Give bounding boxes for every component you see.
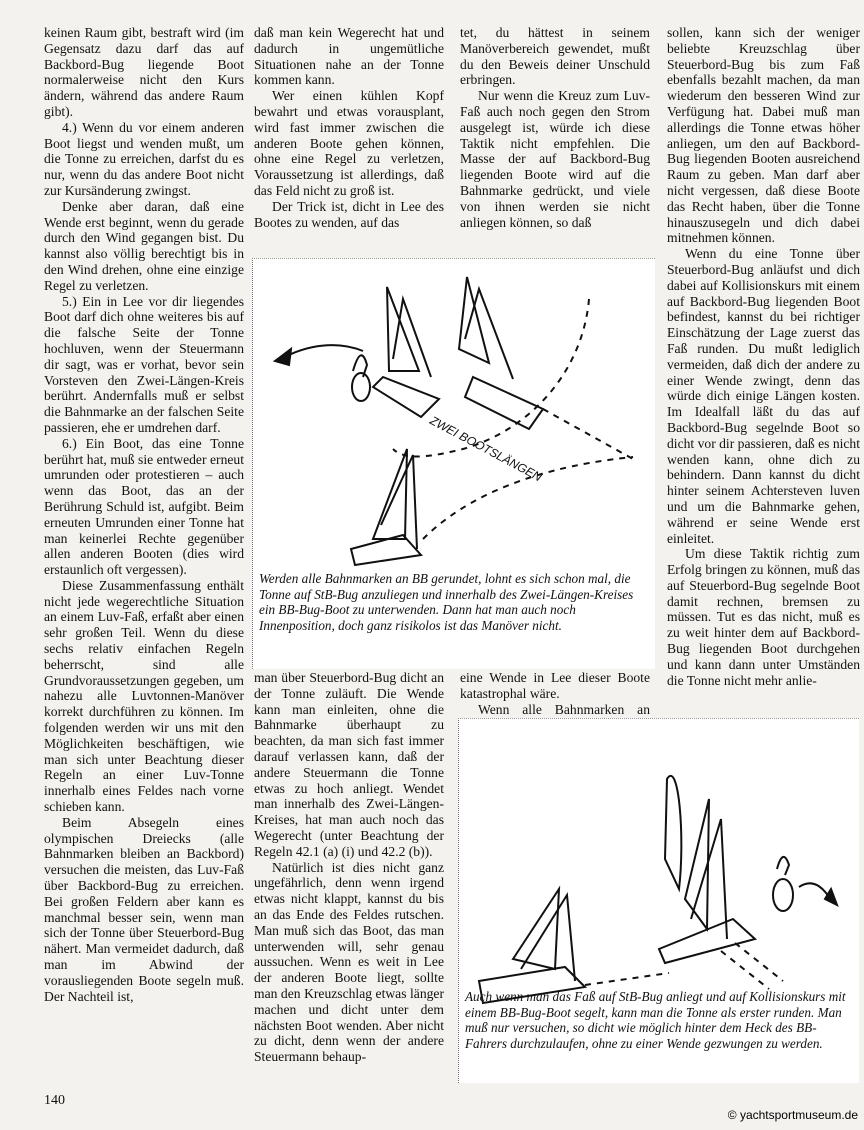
paragraph: 5.) Ein in Lee vor dir liegendes Boot darf dich ohne weiteres bis auf die falsche Seite der Tonne hochluven, wenn der Steuermann dir sagt, was er vorhat, bevor sein Vorsteven den Zwei-Längen-Kreis berührt. Andernfalls muß er selbst die Bahnmarke an der falschen Seite passieren, ehe er umdrehen darf. [44, 293, 244, 435]
figure-caption: Auch wenn man das Faß auf StB-Bug anliegt und auf Kollisionskurs mit einem BB-Bug-Boot segelt, kann man die Tonne als erster runden. Man muß nur versuchen, so dicht wie möglich hinter dem Heck des BB-Fahrers durchzulaufen, ohne zu einer Wende gezwungen zu werden. [465, 989, 846, 1051]
two-lengths-label: ZWEI BOOTSLÄNGEN [427, 413, 545, 485]
paragraph: keinen Raum gibt, bestraft wird (im Gegensatz dazu darf das auf Backbord-Bug liegende Boot normalerweise nicht den Kurs ändern, während das andere Raum gibt). [44, 25, 244, 119]
watermark: © yachtsportmuseum.de [727, 1108, 858, 1122]
course-line [735, 943, 783, 981]
course-line [585, 973, 669, 985]
figure-rounding-starboard [458, 718, 859, 1083]
sail-jib [393, 299, 431, 377]
hull [351, 535, 421, 565]
sail-main [373, 449, 407, 539]
sail-main [685, 799, 709, 929]
paragraph: 4.) Wenn du vor einem anderen Boot liegst und wenden mußt, um die Tonne zu erreichen, darfst du es nur, wenn du das andere Boot nicht zur Kursänderung zwingst. [44, 119, 244, 198]
text-column-2-top [254, 25, 444, 230]
paragraph: Wenn alle Bahnmarken an [478, 701, 650, 717]
arrow-head-icon [825, 889, 837, 905]
paragraph: Nur wenn die Kreuz zum Luv-Faß auch noch gegen den Strom ausgelegt ist, würde ich diese Taktik nicht empfehlen. Die Masse der auf Backbord-Bug liegenden Boote wird auf die Bahnmarke gedrückt, und viele von ihnen werden sie nicht anliegen können, so daß [460, 88, 650, 230]
paragraph: Der Trick ist, dicht in Lee des Bootes zu wenden, auf das [254, 198, 444, 230]
paragraph: Denke aber daran, daß eine Wende erst beginnt, wenn du gerade durch den Wind gegangen bist. Du kannst also völlig berechtigt bis in den Wind drehen, ohne eine einzige Regel zu verletzen. [44, 198, 244, 293]
buoy-icon [352, 373, 370, 401]
paragraph: Beim Absegeln eines olympischen Dreiecks (alle Bahnmarken bleiben an Backbord) versuchen die meisten, das Luv-Faß über Backbord-Bug zu erreichen. Bei großen Feldern aber kann es manchmal besser sein, wenn man sich der Tonne über Steuerbord-Bug nähert. Man vermeidet dadurch, daß man im Abwind der vorausliegenden Boote segeln muß. Der Nachteil ist, [44, 814, 244, 1004]
paragraph: Wer einen kühlen Kopf bewahrt und etwas vorausplant, wird fast immer zwischen die anderen Boote gehen können, ohne eine Regel zu verletzen, Voraussetzung ist allerdings, daß das Feld nicht zu groß ist. [254, 88, 444, 198]
paragraph: sollen, kann sich der weniger beliebte Kreuzschlag über Steuerbord-Bug bis zum Faß ebenfalls bezahlt machen, da man wiederum den besseren Wind zur Verfügung hat. Dabei muß man allerdings die Tonne etwas höher anliegen, um den auf Backbord-Bug liegenden Booten ausreichend Raum zu geben. Man darf aber nicht vergessen, daß diese Boote das Recht haben, über die Tonne hinauszusegeln und dich dabei mitnehmen können. [667, 25, 860, 246]
sail-main [459, 277, 489, 363]
paragraph: Um diese Taktik richtig zum Erfolg bringen zu können, muß das auf Steuerbord-Bug segelnde Boot damit rechnen, bremsen zu müssen. Tut es das nicht, muß es zu weit hinter dem auf Backbord-Bug liegenden Boot durchgehen und kann dann unter Umständen die Tonne nicht mehr anlie- [667, 546, 860, 688]
course-line [543, 409, 633, 459]
page-number: 140 [44, 1093, 65, 1108]
text-column-3-top [460, 25, 650, 230]
text-column-2-bottom [254, 670, 444, 1065]
arrow-head-icon [275, 349, 291, 365]
text-column-4-top [667, 25, 860, 688]
text-column-1 [44, 25, 244, 1004]
hull [373, 377, 439, 417]
paragraph: daß man kein Wegerecht hat und dadurch in ungemütliche Situationen nahe an der Tonne kommen kann. [254, 25, 444, 88]
paragraph: 6.) Ein Boot, das eine Tonne berührt hat, muß sie entweder erneut umrunden oder protestieren – auch wenn das Boot, das an der Berührung Schuld ist, aufgibt. Beim erneuten Umrunden einer Tonne hat man keinerlei Rechte gegenüber allen anderen Booten (dies wird erstaunlich oft vergessen). [44, 435, 244, 578]
wind-arrow [281, 345, 363, 359]
paragraph: Wenn du eine Tonne über Steuerbord-Bug anläufst und dich dabei auf Kollisionskurs mit einem auf Backbord-Bug liegenden Boot befindest, kannst du bei richtiger Einschätzung der Lage zuerst das Faß runden. Du mußt lediglich vermeiden, daß dich der andere zu einer Wende zwingt, denn das würde dich einige Längen kosten. Im Idealfall läßt du das auf Backbord-Bug segelnde Boot so dicht vor dir passieren, daß es nicht wenden kann, ohne dich zu behindern. Dann kannst du dicht hinter seinem Achtersteven luven und um die Bahnmarke gehen, während er seine Wende erst einleitet. [667, 246, 860, 546]
course-line [721, 951, 769, 989]
figure-caption: Werden alle Bahnmarken an BB gerundet, lohnt es sich schon mal, die Tonne auf StB-Bug anzuliegen und innerhalb des Zwei-Längen-Kreises ein BB-Bug-Boot zu unterwenden. Dann hat man auch noch Innenposition, doch ganz risikolos ist das Manöver nicht. [259, 571, 634, 633]
paragraph: eine Wende in Lee dieser Boote katastrophal wäre. [460, 670, 650, 701]
sail-main [513, 889, 559, 969]
paragraph: tet, du hättest in seinem Manöverbereich gewendet, mußt du den Beweis deiner Unschuld erbringen. [460, 25, 650, 88]
paragraph: Diese Zusammenfassung enthält nicht jede wegerechtliche Situation an einem Luv-Faß, erfaßt aber einen sehr großen Teil. Wenn du diese sechs relativ einfachen Regeln beherrscht, sind alle Grundvoraussetzungen gegeben, um nahezu alle Luvtonnen-Manöver korrekt durchführen zu können. Im folgenden werden wir uns mit den Möglichkeiten beschäftigen, wie man sich unter Beachtung dieser Regeln an einer Luv-Tonne innerhalb eines Feldes nach vorne schieben kann. [44, 577, 244, 815]
buoy-icon [773, 879, 793, 911]
paragraph: man über Steuerbord-Bug dicht an der Tonne zuläuft. Die Wende kann man einleiten, ohne die Bahnmarke überhaupt zu beachten, da man sich fast immer darauf verlassen kann, daß der andere Steuermann die Tonne etwas zu hoch anliegt. Wendet man innerhalb des Zwei-Längen-Kreises, hat man auch noch das Wegerecht (unter Beachtung der Regeln 42.1 (a) (i) und 42.2 (b)). [254, 670, 444, 859]
hull [465, 377, 543, 429]
sail-jib [465, 289, 513, 379]
paragraph: Natürlich ist dies nicht ganz ungefährlich, denn wenn irgend etwas nicht klappt, kannst du bis an das Ende des Feldes rutschen. Man muß sich das Boot, das man unterwenden will, sehr genau aussuchen. Wenn es weit in Lee der anderen Boote liegt, sollte man den Kreuzschlag etwas länger machen und dicht unter dem nächsten Boot wenden. Aber nicht zu dicht, denn wenn der andere Steuermann behaup- [254, 859, 444, 1065]
figure-rounding-port [252, 258, 655, 669]
direction-arrow [799, 883, 829, 897]
buoy-flag-icon [777, 857, 789, 875]
sail-luffing [665, 776, 681, 889]
